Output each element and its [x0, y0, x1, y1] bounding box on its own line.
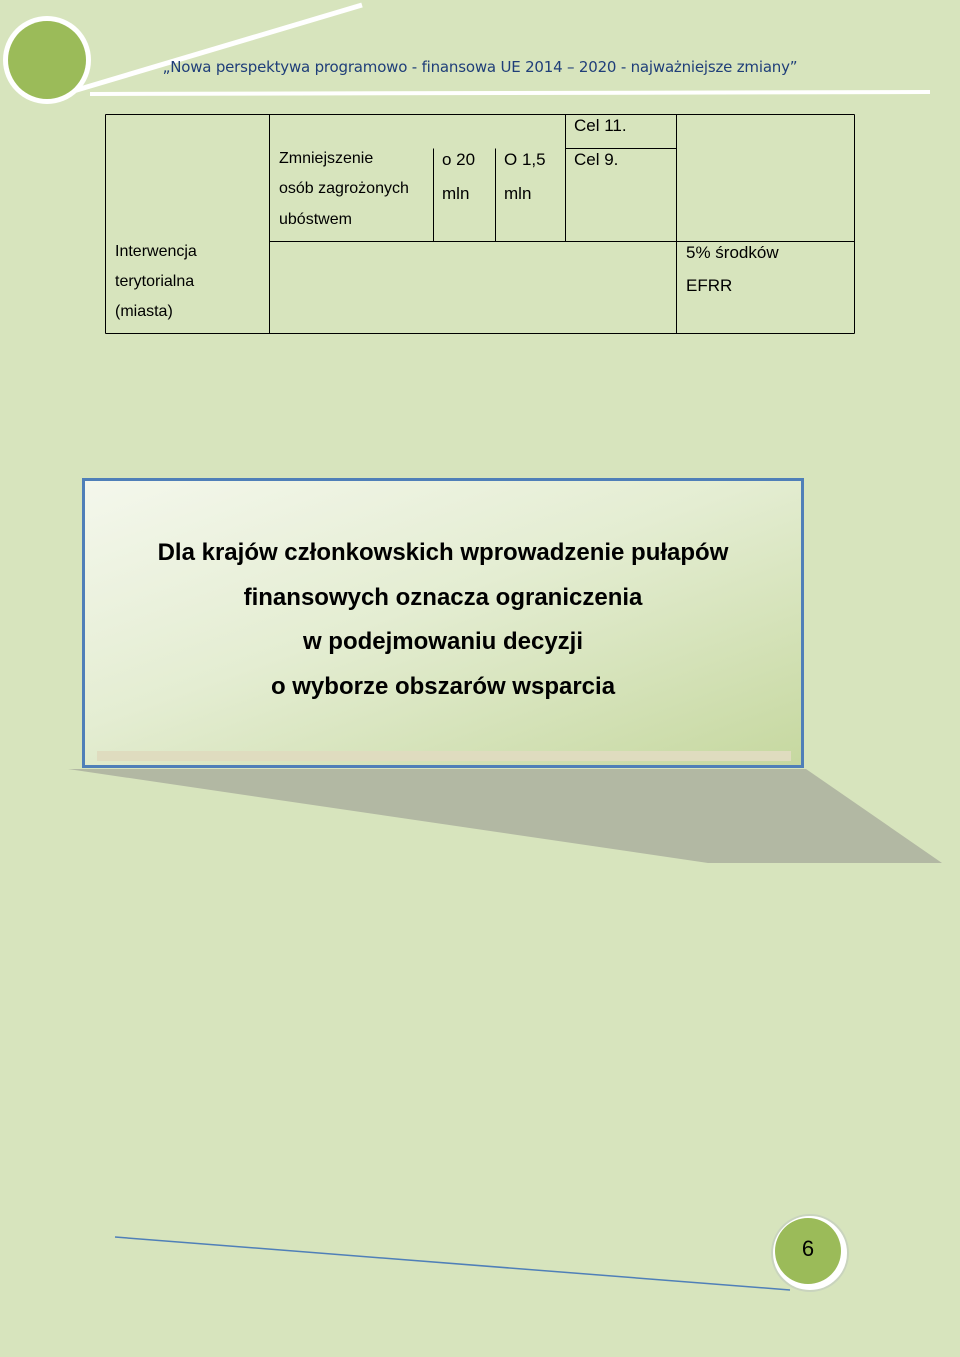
row-label-line-1: Interwencja — [115, 243, 197, 260]
row-label-line-3: (miasta) — [115, 303, 173, 320]
goal-9-label: Cel 9. — [574, 150, 619, 169]
document-header-title: „Nowa perspektywa programowo - finansowa UE 2014 – 2020 - najważniejsze zmiany” — [162, 58, 798, 76]
goal-text-line-1: Zmniejszenie — [279, 150, 374, 167]
callout-line-2: finansowych oznacza ograniczenia — [243, 583, 643, 611]
goal-11-label: Cel 11. — [574, 116, 627, 135]
target-2-value: O 1,5 — [504, 150, 546, 169]
target-1-unit: mln — [442, 184, 470, 203]
callout-line-4: o wyborze obszarów wsparcia — [270, 672, 616, 700]
target-1-value: o 20 — [442, 150, 476, 169]
goal-text-line-3: ubóstwem — [279, 211, 352, 228]
callout-text — [85, 531, 801, 709]
goal-text-line-2: osób zagrożonych — [279, 180, 409, 197]
funding-line-1: 5% środków — [686, 243, 779, 262]
funding-line-2: EFRR — [686, 276, 733, 295]
target-2-unit: mln — [504, 184, 532, 203]
row-label-line-2: terytorialna — [115, 273, 195, 290]
page-number: 6 — [801, 1236, 815, 1261]
callout-line-3: w podejmowaniu decyzji — [302, 628, 584, 655]
callout-line-1: Dla krajów członkowskich wprowadzenie pułapów — [157, 539, 729, 566]
callout-box — [82, 478, 804, 768]
callout-bottom-strip — [97, 751, 791, 761]
